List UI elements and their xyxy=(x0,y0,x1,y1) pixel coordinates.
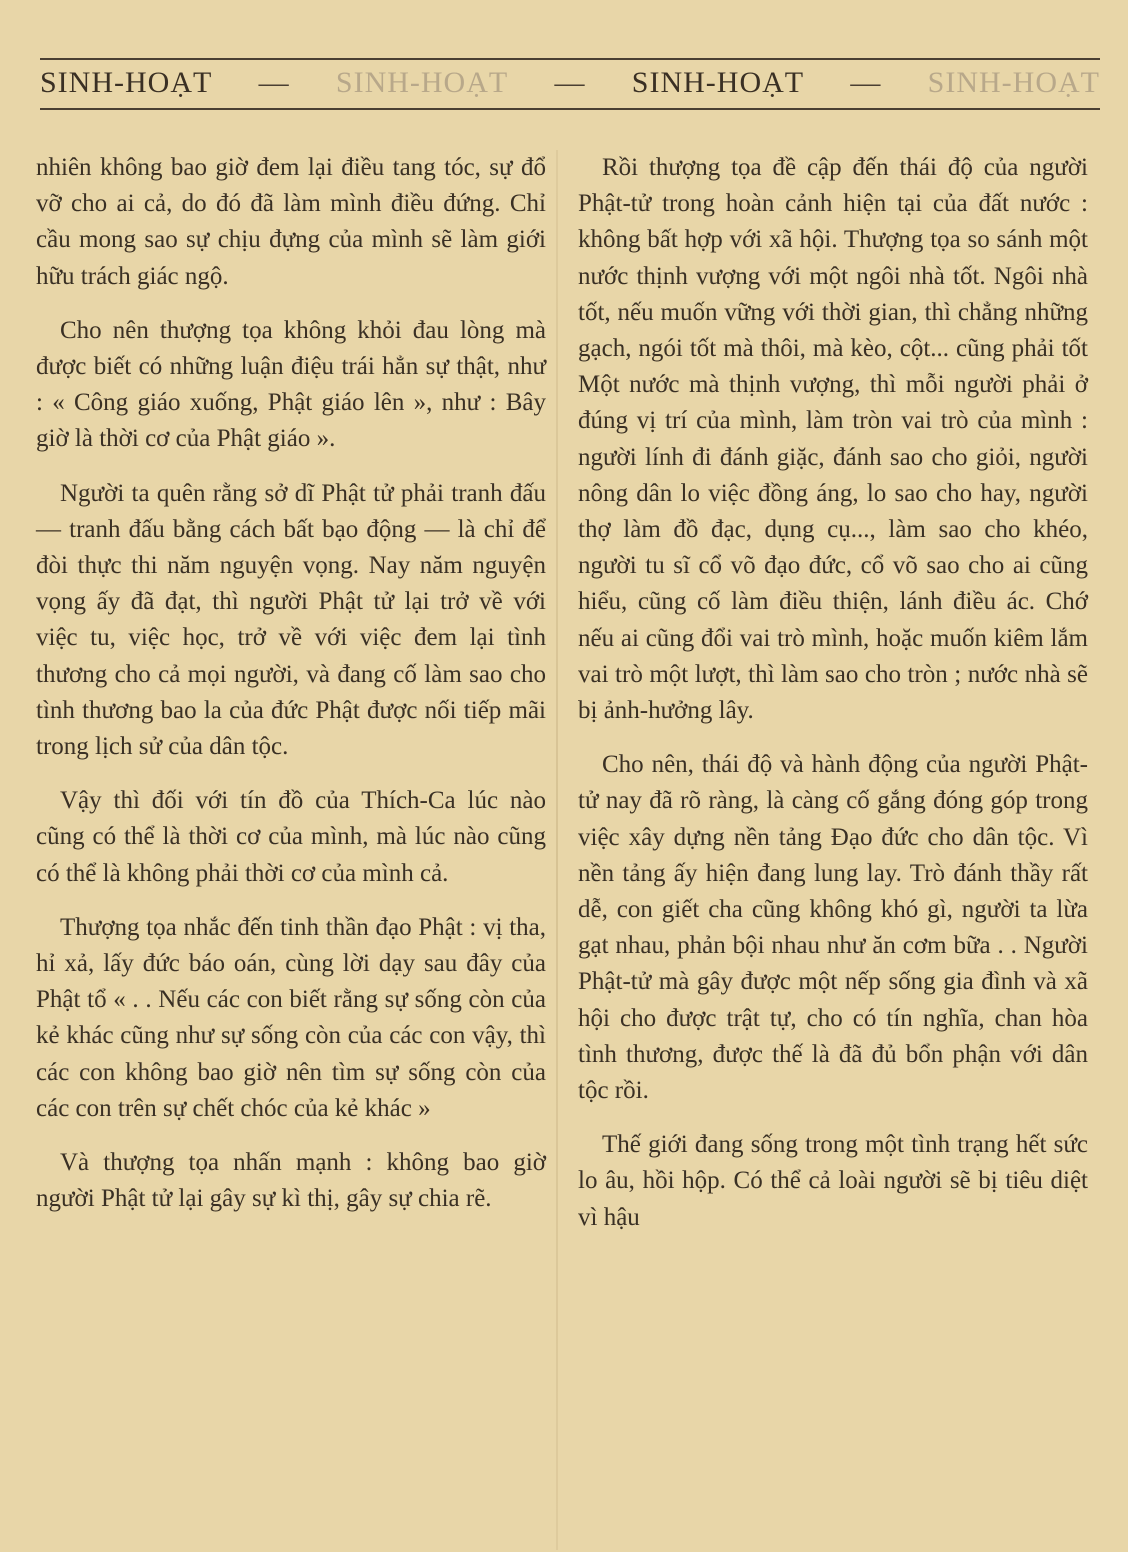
column-gutter xyxy=(556,150,558,1550)
header-item-4: SINH-HOẠT xyxy=(927,66,1100,99)
header-item-1: SINH-HOẠT xyxy=(40,66,213,99)
running-header xyxy=(40,50,1100,110)
header-top-rule xyxy=(40,58,1100,60)
paragraph: Thượng tọa nhắc đến tinh thần đạo Phật : vị tha, hỉ xả, lấy đức báo oán, cùng lời dạy sau đây của Phật tổ « . . Nếu các con biết rằng sự sống còn của kẻ khác cũng như sự sống còn của các con vậy, thì các con không bao giờ nên tìm sự sống còn của các con trên sự chết chóc của kẻ khác » xyxy=(36,913,546,1122)
paragraph: Vậy thì đối với tín đồ của Thích-Ca lúc nào cũng có thể là thời cơ của mình, mà lúc nào cũng có thể là không phải thời cơ của mình cả. xyxy=(36,787,546,887)
paragraph: Và thượng tọa nhấn mạnh : không bao giờ người Phật tử lại gây sự kì thị, gây sự chia rẽ. xyxy=(36,1149,546,1213)
header-bottom-rule xyxy=(40,108,1100,110)
paragraph: nhiên không bao giờ đem lại điều tang tóc, sự đổ vỡ cho ai cả, do đó đã làm mình điều đứng. Chỉ cầu mong sao sự chịu đựng của mình sẽ làm giới hữu trách giác ngộ. xyxy=(36,154,546,290)
left-column xyxy=(36,150,546,1235)
paragraph: Cho nên thượng tọa không khỏi đau lòng mà được biết có những luận điệu trái hẳn sự thật, như : « Công giáo xuống, Phật giáo lên », như : Bây giờ là thời cơ của Phật giáo ». xyxy=(36,316,546,453)
header-dash-2: — xyxy=(554,66,586,99)
header-dash-3: — xyxy=(850,66,882,99)
header-item-2: SINH-HOẠT xyxy=(335,66,509,99)
paragraph: Thế giới đang sống trong một tình trạng hết sức lo âu, hồi hộp. Có thể cả loài người sẽ bị tiêu diệt vì hậu xyxy=(578,1131,1088,1231)
header-row xyxy=(40,66,1100,100)
paragraph: Cho nên, thái độ và hành động của người Phật-tử nay đã rõ ràng, là càng cố gắng đóng góp trong việc xây dựng nền tảng Đạo đức cho dân tộc. Vì nền tảng ấy hiện đang lung lay. Trò đánh thầy rất dễ, con giết cha cũng không khó gì, người ta lừa gạt nhau, phản bội nhau như ăn cơm bữa . . Người Phật-tử mà gây được một nếp sống gia đình và xã hội cho được trật tự, cho có tín nghĩa, chan hòa tình thương, được thế là đã đủ bổn phận với dân tộc rồi. xyxy=(578,751,1088,1105)
paragraph: Người ta quên rằng sở dĩ Phật tử phải tranh đấu — tranh đấu bằng cách bất bạo động — là chỉ để đòi thực thi năm nguyện vọng. Nay năm nguyện vọng ấy đã đạt, thì người Phật tử lại trở về với việc tu, việc học, trở về với việc đem lại tình thương cho cả mọi người, và đang cố làm sao cho tình thương bao la của đức Phật được nối tiếp mãi trong lịch sử của dân tộc. xyxy=(36,479,546,761)
header-dash-1: — xyxy=(258,66,290,99)
paragraph: Rồi thượng tọa đề cập đến thái độ của người Phật-tử trong hoàn cảnh hiện tại của đất nước : không bất hợp với xã hội. Thượng tọa so sánh một nước thịnh vượng với một ngôi nhà tốt. Ngôi nhà tốt, nếu muốn vững với thời gian, thì chẳng những gạch, ngói tốt mà thôi, mà kèo, cột... cũng phải tốt Một nước mà thịnh vượng, thì mỗi người phải ở đúng vị trí của mình, làm tròn vai trò của mình : người lính đi đánh giặc, đánh sao cho giỏi, người nông dân lo việc đồng áng, lo sao cho hay, người thợ làm đồ đạc, dụng cụ..., làm sao cho khéo, người tu sĩ cổ võ đạo đức, cổ võ sao cho ai cũng hiểu, cũng cố làm điều thiện, lánh điều ác. Chớ nếu ai cũng đổi vai trò mình, hoặc muốn kiêm lắm vai trò một lượt, thì làm sao cho tròn ; nước nhà sẽ bị ảnh-hưởng lây. xyxy=(578,154,1088,725)
right-column xyxy=(578,150,1088,1254)
header-item-3: SINH-HOẠT xyxy=(631,66,805,99)
